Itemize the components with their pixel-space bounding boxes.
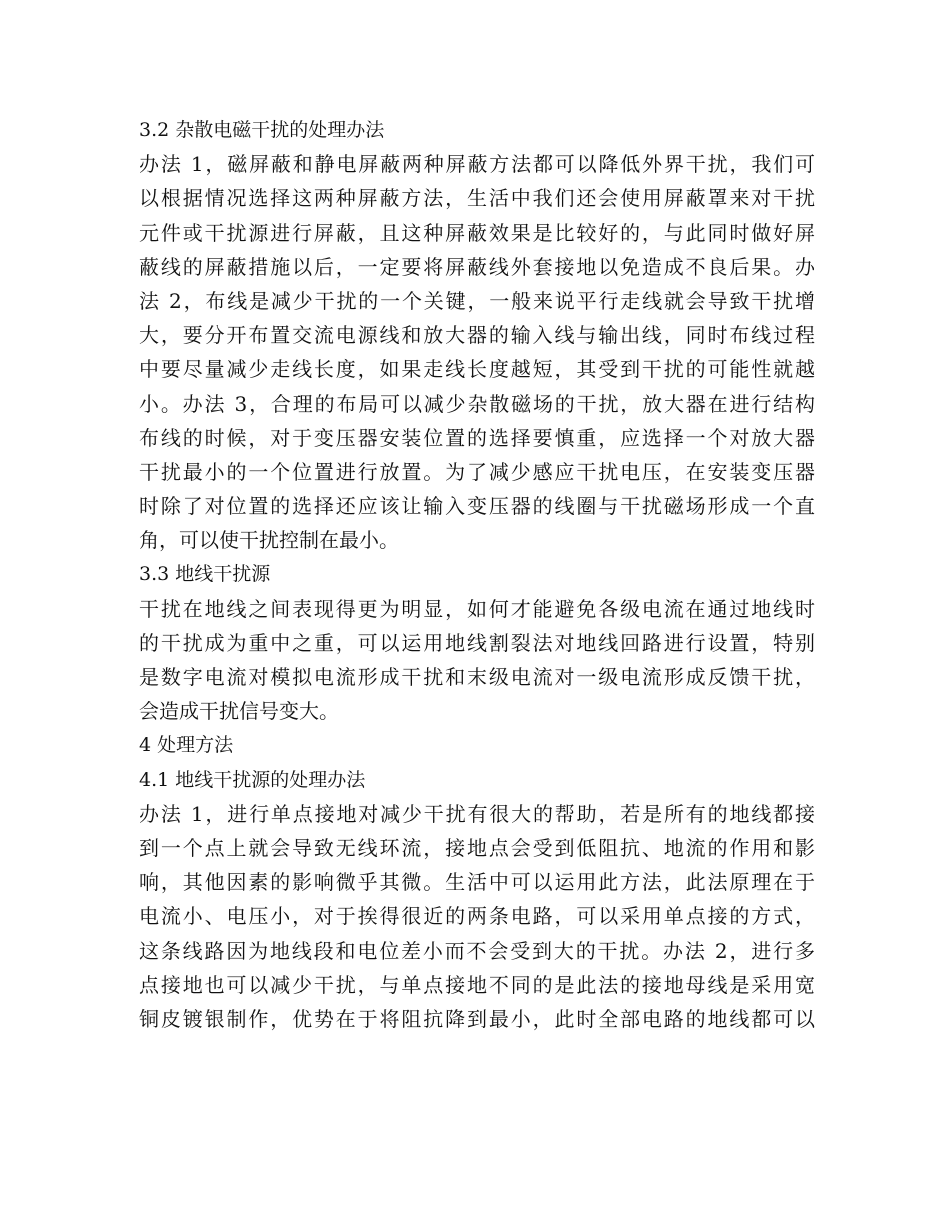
section-heading: 4 处理方法: [139, 734, 234, 757]
section-heading: 3.3 地线干扰源: [139, 563, 271, 586]
text-line: 会造成干扰信号变大。: [139, 699, 339, 724]
text-line: 蔽线的屏蔽措施以后，一定要将屏蔽线外套接地以免造成不良后果。办: [139, 254, 815, 279]
text-line: 点接地也可以减少干扰，与单点接地不同的是此法的接地母线是采用宽: [139, 972, 815, 997]
text-line: 布线的时候，对于变压器安装位置的选择要慎重，应选择一个对放大器: [139, 425, 815, 450]
text-line: 办法 1，进行单点接地对减少干扰有很大的帮助，若是所有的地线都接: [139, 801, 815, 826]
text-line: 以根据情况选择这两种屏蔽方法，生活中我们还会使用屏蔽罩来对干扰: [139, 186, 815, 211]
text-line: 的干扰成为重中之重，可以运用地线割裂法对地线回路进行设置，特别: [139, 630, 815, 655]
document-page: [139, 113, 815, 1036]
text-line: 响，其他因素的影响微乎其微。生活中可以运用此方法，此法原理在于: [139, 870, 815, 895]
text-line: 到一个点上就会导致无线环流，接地点会受到低阻抗、地流的作用和影: [139, 835, 815, 860]
text-line: 小。办法 3，合理的布局可以减少杂散磁场的干扰，放大器在进行结构: [139, 391, 815, 416]
text-line: 大，要分开布置交流电源线和放大器的输入线与输出线，同时布线过程: [139, 323, 815, 348]
section-heading: 3.2 杂散电磁干扰的处理办法: [139, 119, 385, 141]
text-line: 元件或干扰源进行屏蔽，且这种屏蔽效果是比较好的，与此同时做好屏: [139, 220, 815, 245]
text-line: 角，可以使干扰控制在最小。: [139, 528, 399, 553]
section-heading: 4.1 地线干扰源的处理办法: [139, 768, 366, 791]
text-line: 时除了对位置的选择还应该让输入变压器的线圈与干扰磁场形成一个直: [139, 494, 815, 519]
text-line: 办法 1，磁屏蔽和静电屏蔽两种屏蔽方法都可以降低外界干扰，我们可: [139, 152, 815, 177]
text-line: 干扰在地线之间表现得更为明显，如何才能避免各级电流在通过地线时: [139, 596, 815, 621]
text-line: 法 2，布线是减少干扰的一个关键，一般来说平行走线就会导致干扰增: [139, 288, 815, 313]
text-line: 干扰最小的一个位置进行放置。为了减少感应干扰电压，在安装变压器: [139, 459, 815, 484]
text-line: 这条线路因为地线段和电位差小而不会受到大的干扰。办法 2，进行多: [139, 938, 815, 963]
text-line: 铜皮镀银制作，优势在于将阻抗降到最小，此时全部电路的地线都可以: [139, 1006, 815, 1031]
text-line: 中要尽量减少走线长度，如果走线长度越短，其受到干扰的可能性就越: [139, 357, 815, 382]
text-line: 是数字电流对模拟电流形成干扰和末级电流对一级电流形成反馈干扰，: [139, 665, 815, 689]
text-line: 电流小、电压小，对于挨得很近的两条电路，可以采用单点接的方式，: [139, 904, 815, 929]
